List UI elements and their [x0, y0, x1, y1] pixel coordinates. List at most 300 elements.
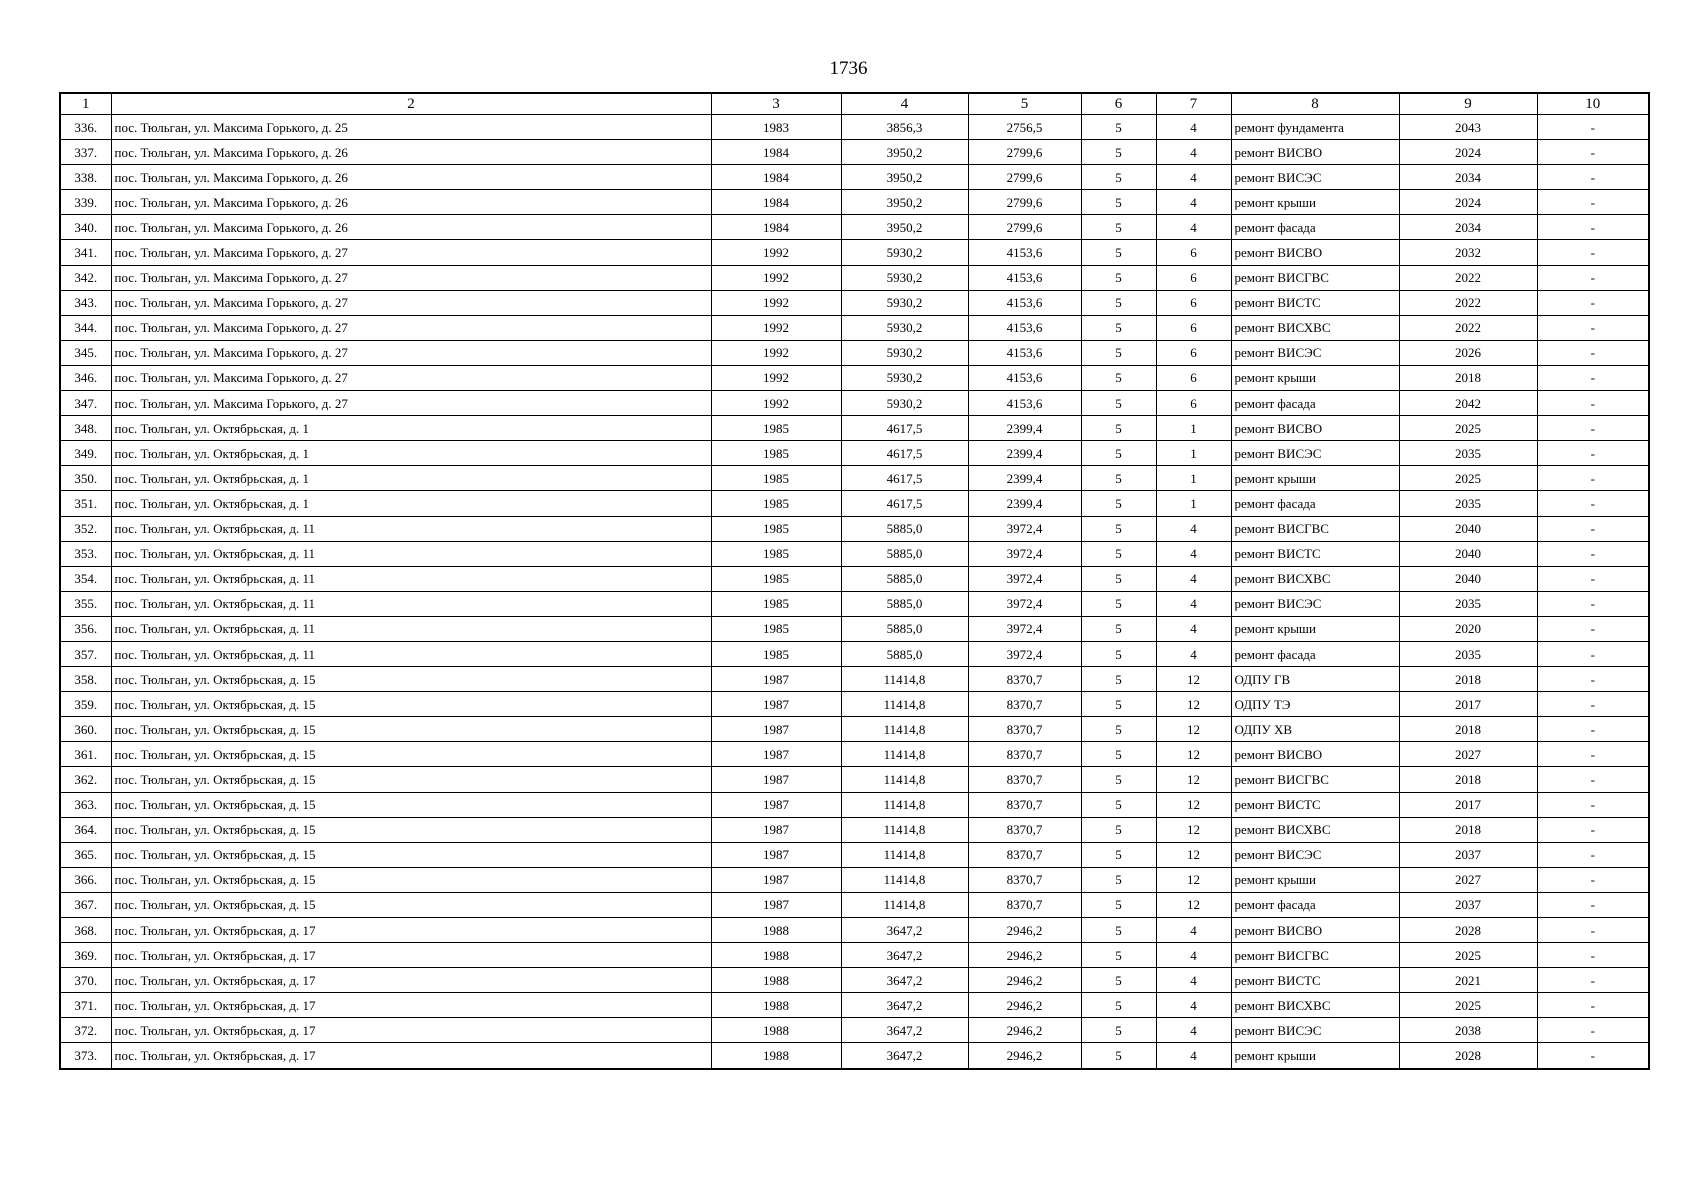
cell-address: пос. Тюльган, ул. Максима Горького, д. 27: [111, 391, 711, 416]
cell-address: пос. Тюльган, ул. Октябрьская, д. 17: [111, 968, 711, 993]
cell-plan-year: 2025: [1399, 416, 1537, 441]
cell-entrances: 4: [1156, 165, 1231, 190]
cell-living-area: 4153,6: [968, 365, 1081, 390]
cell-year: 1984: [711, 165, 841, 190]
cell-plan-year: 2017: [1399, 692, 1537, 717]
cell-address: пос. Тюльган, ул. Октябрьская, д. 17: [111, 943, 711, 968]
cell-total-area: 3950,2: [841, 140, 968, 165]
cell-total-area: 11414,8: [841, 892, 968, 917]
cell-note: -: [1537, 817, 1649, 842]
cell-address: пос. Тюльган, ул. Максима Горького, д. 27: [111, 240, 711, 265]
cell-row-number: 370.: [60, 968, 111, 993]
cell-living-area: 4153,6: [968, 290, 1081, 315]
cell-work-type: ремонт крыши: [1231, 466, 1399, 491]
cell-plan-year: 2022: [1399, 315, 1537, 340]
cell-floors: 5: [1081, 717, 1156, 742]
cell-address: пос. Тюльган, ул. Октябрьская, д. 1: [111, 441, 711, 466]
cell-floors: 5: [1081, 817, 1156, 842]
cell-floors: 5: [1081, 466, 1156, 491]
cell-plan-year: 2027: [1399, 742, 1537, 767]
cell-note: -: [1537, 792, 1649, 817]
cell-total-area: 5930,2: [841, 315, 968, 340]
cell-total-area: 5930,2: [841, 340, 968, 365]
cell-entrances: 1: [1156, 491, 1231, 516]
cell-year: 1983: [711, 115, 841, 140]
cell-work-type: ремонт ВИСХВС: [1231, 817, 1399, 842]
cell-total-area: 3950,2: [841, 190, 968, 215]
cell-work-type: ремонт ВИСВО: [1231, 918, 1399, 943]
cell-floors: 5: [1081, 340, 1156, 365]
table-row: [60, 692, 1649, 717]
cell-work-type: ремонт ВИСТС: [1231, 968, 1399, 993]
cell-year: 1985: [711, 441, 841, 466]
cell-entrances: 4: [1156, 516, 1231, 541]
cell-address: пос. Тюльган, ул. Октябрьская, д. 15: [111, 717, 711, 742]
cell-work-type: ремонт ВИСТС: [1231, 541, 1399, 566]
cell-note: -: [1537, 340, 1649, 365]
cell-work-type: ремонт ВИСХВС: [1231, 566, 1399, 591]
table-row: [60, 667, 1649, 692]
cell-total-area: 5930,2: [841, 290, 968, 315]
cell-living-area: 3972,4: [968, 616, 1081, 641]
table-row: [60, 391, 1649, 416]
cell-note: -: [1537, 641, 1649, 666]
cell-year: 1987: [711, 892, 841, 917]
table-row: [60, 240, 1649, 265]
cell-row-number: 339.: [60, 190, 111, 215]
cell-floors: 5: [1081, 591, 1156, 616]
cell-total-area: 3647,2: [841, 968, 968, 993]
cell-year: 1984: [711, 215, 841, 240]
cell-plan-year: 2025: [1399, 466, 1537, 491]
cell-entrances: 1: [1156, 466, 1231, 491]
cell-plan-year: 2032: [1399, 240, 1537, 265]
cell-living-area: 8370,7: [968, 667, 1081, 692]
cell-living-area: 4153,6: [968, 240, 1081, 265]
cell-plan-year: 2040: [1399, 566, 1537, 591]
cell-year: 1987: [711, 817, 841, 842]
cell-entrances: 12: [1156, 717, 1231, 742]
cell-year: 1985: [711, 591, 841, 616]
cell-work-type: ремонт ВИСЭС: [1231, 165, 1399, 190]
cell-note: -: [1537, 541, 1649, 566]
table-row: [60, 265, 1649, 290]
cell-floors: 5: [1081, 541, 1156, 566]
cell-living-area: 4153,6: [968, 315, 1081, 340]
cell-row-number: 359.: [60, 692, 111, 717]
cell-year: 1985: [711, 616, 841, 641]
cell-floors: 5: [1081, 315, 1156, 340]
cell-note: -: [1537, 165, 1649, 190]
cell-work-type: ОДПУ ГВ: [1231, 667, 1399, 692]
cell-total-area: 11414,8: [841, 742, 968, 767]
cell-row-number: 338.: [60, 165, 111, 190]
cell-plan-year: 2022: [1399, 265, 1537, 290]
cell-row-number: 337.: [60, 140, 111, 165]
cell-entrances: 12: [1156, 867, 1231, 892]
cell-living-area: 2799,6: [968, 140, 1081, 165]
cell-row-number: 354.: [60, 566, 111, 591]
cell-address: пос. Тюльган, ул. Октябрьская, д. 17: [111, 1018, 711, 1043]
cell-plan-year: 2017: [1399, 792, 1537, 817]
cell-note: -: [1537, 466, 1649, 491]
cell-living-area: 2946,2: [968, 918, 1081, 943]
cell-plan-year: 2034: [1399, 165, 1537, 190]
cell-address: пос. Тюльган, ул. Октябрьская, д. 11: [111, 516, 711, 541]
cell-entrances: 12: [1156, 742, 1231, 767]
cell-row-number: 346.: [60, 365, 111, 390]
cell-plan-year: 2025: [1399, 993, 1537, 1018]
cell-entrances: 4: [1156, 566, 1231, 591]
cell-address: пос. Тюльган, ул. Октябрьская, д. 11: [111, 566, 711, 591]
table-row: [60, 190, 1649, 215]
cell-year: 1988: [711, 993, 841, 1018]
cell-row-number: 344.: [60, 315, 111, 340]
cell-year: 1984: [711, 190, 841, 215]
cell-living-area: 8370,7: [968, 842, 1081, 867]
table-row: [60, 817, 1649, 842]
cell-row-number: 341.: [60, 240, 111, 265]
cell-entrances: 12: [1156, 842, 1231, 867]
cell-work-type: ремонт фасада: [1231, 491, 1399, 516]
cell-floors: 5: [1081, 742, 1156, 767]
cell-entrances: 4: [1156, 1018, 1231, 1043]
table-row: [60, 290, 1649, 315]
cell-address: пос. Тюльган, ул. Максима Горького, д. 26: [111, 215, 711, 240]
cell-year: 1985: [711, 416, 841, 441]
cell-total-area: 5885,0: [841, 516, 968, 541]
cell-total-area: 3647,2: [841, 1018, 968, 1043]
cell-entrances: 6: [1156, 391, 1231, 416]
cell-address: пос. Тюльган, ул. Максима Горького, д. 26: [111, 165, 711, 190]
cell-address: пос. Тюльган, ул. Максима Горького, д. 27: [111, 265, 711, 290]
cell-note: -: [1537, 441, 1649, 466]
cell-entrances: 1: [1156, 416, 1231, 441]
cell-year: 1988: [711, 943, 841, 968]
cell-plan-year: 2026: [1399, 340, 1537, 365]
cell-entrances: 4: [1156, 140, 1231, 165]
cell-plan-year: 2024: [1399, 140, 1537, 165]
cell-total-area: 3950,2: [841, 165, 968, 190]
cell-living-area: 8370,7: [968, 792, 1081, 817]
cell-row-number: 349.: [60, 441, 111, 466]
cell-work-type: ремонт крыши: [1231, 365, 1399, 390]
cell-total-area: 3647,2: [841, 918, 968, 943]
cell-plan-year: 2035: [1399, 491, 1537, 516]
cell-living-area: 2799,6: [968, 215, 1081, 240]
cell-entrances: 4: [1156, 115, 1231, 140]
cell-entrances: 4: [1156, 1043, 1231, 1069]
cell-plan-year: 2018: [1399, 365, 1537, 390]
cell-floors: 5: [1081, 516, 1156, 541]
cell-plan-year: 2028: [1399, 918, 1537, 943]
cell-note: -: [1537, 265, 1649, 290]
cell-note: -: [1537, 391, 1649, 416]
cell-plan-year: 2037: [1399, 892, 1537, 917]
cell-plan-year: 2024: [1399, 190, 1537, 215]
cell-work-type: ОДПУ ХВ: [1231, 717, 1399, 742]
cell-work-type: ремонт ВИСТС: [1231, 290, 1399, 315]
cell-living-area: 2946,2: [968, 968, 1081, 993]
column-header-8: 8: [1231, 93, 1399, 115]
cell-entrances: 4: [1156, 968, 1231, 993]
table-row: [60, 918, 1649, 943]
column-header-3: 3: [711, 93, 841, 115]
cell-floors: 5: [1081, 1043, 1156, 1069]
cell-row-number: 356.: [60, 616, 111, 641]
cell-floors: 5: [1081, 867, 1156, 892]
cell-row-number: 367.: [60, 892, 111, 917]
cell-living-area: 2399,4: [968, 416, 1081, 441]
cell-floors: 5: [1081, 667, 1156, 692]
cell-year: 1985: [711, 641, 841, 666]
cell-address: пос. Тюльган, ул. Максима Горького, д. 25: [111, 115, 711, 140]
table-row: [60, 616, 1649, 641]
table-row: [60, 340, 1649, 365]
cell-note: -: [1537, 717, 1649, 742]
cell-plan-year: 2018: [1399, 767, 1537, 792]
cell-address: пос. Тюльган, ул. Максима Горького, д. 27: [111, 315, 711, 340]
cell-floors: 5: [1081, 290, 1156, 315]
cell-address: пос. Тюльган, ул. Октябрьская, д. 11: [111, 591, 711, 616]
table-row: [60, 591, 1649, 616]
cell-floors: 5: [1081, 616, 1156, 641]
table-row: [60, 566, 1649, 591]
cell-year: 1988: [711, 1043, 841, 1069]
cell-address: пос. Тюльган, ул. Максима Горького, д. 26: [111, 190, 711, 215]
cell-row-number: 366.: [60, 867, 111, 892]
cell-work-type: ремонт фундамента: [1231, 115, 1399, 140]
cell-work-type: ремонт ВИСГВС: [1231, 767, 1399, 792]
cell-floors: 5: [1081, 416, 1156, 441]
cell-row-number: 340.: [60, 215, 111, 240]
cell-floors: 5: [1081, 441, 1156, 466]
cell-note: -: [1537, 692, 1649, 717]
cell-work-type: ремонт фасада: [1231, 641, 1399, 666]
cell-floors: 5: [1081, 265, 1156, 290]
cell-plan-year: 2038: [1399, 1018, 1537, 1043]
cell-work-type: ремонт ВИСГВС: [1231, 516, 1399, 541]
cell-living-area: 2799,6: [968, 190, 1081, 215]
cell-work-type: ремонт крыши: [1231, 867, 1399, 892]
column-header-10: 10: [1537, 93, 1649, 115]
cell-floors: 5: [1081, 566, 1156, 591]
cell-year: 1985: [711, 541, 841, 566]
cell-address: пос. Тюльган, ул. Октябрьская, д. 1: [111, 491, 711, 516]
cell-work-type: ремонт ВИСВО: [1231, 416, 1399, 441]
cell-address: пос. Тюльган, ул. Октябрьская, д. 15: [111, 767, 711, 792]
cell-floors: 5: [1081, 692, 1156, 717]
cell-total-area: 11414,8: [841, 767, 968, 792]
table-row: [60, 541, 1649, 566]
cell-address: пос. Тюльган, ул. Октябрьская, д. 1: [111, 416, 711, 441]
cell-entrances: 6: [1156, 290, 1231, 315]
cell-living-area: 3972,4: [968, 591, 1081, 616]
cell-note: -: [1537, 767, 1649, 792]
cell-year: 1992: [711, 391, 841, 416]
cell-note: -: [1537, 491, 1649, 516]
cell-year: 1985: [711, 491, 841, 516]
cell-living-area: 3972,4: [968, 566, 1081, 591]
column-header-9: 9: [1399, 93, 1537, 115]
cell-floors: 5: [1081, 993, 1156, 1018]
cell-floors: 5: [1081, 365, 1156, 390]
cell-address: пос. Тюльган, ул. Октябрьская, д. 15: [111, 692, 711, 717]
cell-living-area: 3972,4: [968, 541, 1081, 566]
cell-total-area: 11414,8: [841, 792, 968, 817]
cell-row-number: 350.: [60, 466, 111, 491]
cell-note: -: [1537, 591, 1649, 616]
cell-row-number: 360.: [60, 717, 111, 742]
cell-entrances: 12: [1156, 767, 1231, 792]
cell-address: пос. Тюльган, ул. Октябрьская, д. 15: [111, 817, 711, 842]
table-row: [60, 641, 1649, 666]
cell-living-area: 8370,7: [968, 717, 1081, 742]
cell-address: пос. Тюльган, ул. Октябрьская, д. 17: [111, 993, 711, 1018]
cell-address: пос. Тюльган, ул. Октябрьская, д. 11: [111, 616, 711, 641]
page-number: 1736: [829, 58, 868, 79]
cell-living-area: 4153,6: [968, 391, 1081, 416]
cell-year: 1985: [711, 566, 841, 591]
column-header-6: 6: [1081, 93, 1156, 115]
cell-total-area: 5930,2: [841, 265, 968, 290]
cell-total-area: 11414,8: [841, 817, 968, 842]
cell-living-area: 3972,4: [968, 641, 1081, 666]
cell-total-area: 4617,5: [841, 441, 968, 466]
cell-address: пос. Тюльган, ул. Октябрьская, д. 11: [111, 641, 711, 666]
cell-note: -: [1537, 115, 1649, 140]
cell-note: -: [1537, 1043, 1649, 1069]
cell-plan-year: 2035: [1399, 591, 1537, 616]
cell-living-area: 8370,7: [968, 892, 1081, 917]
cell-note: -: [1537, 290, 1649, 315]
column-header-5: 5: [968, 93, 1081, 115]
table-row: [60, 1018, 1649, 1043]
cell-entrances: 4: [1156, 616, 1231, 641]
table-row: [60, 867, 1649, 892]
cell-plan-year: 2035: [1399, 641, 1537, 666]
cell-floors: 5: [1081, 190, 1156, 215]
cell-row-number: 369.: [60, 943, 111, 968]
table-row: [60, 943, 1649, 968]
cell-plan-year: 2018: [1399, 817, 1537, 842]
cell-plan-year: 2021: [1399, 968, 1537, 993]
cell-year: 1984: [711, 140, 841, 165]
cell-entrances: 12: [1156, 667, 1231, 692]
cell-living-area: 2946,2: [968, 1043, 1081, 1069]
cell-address: пос. Тюльган, ул. Октябрьская, д. 15: [111, 667, 711, 692]
cell-entrances: 6: [1156, 365, 1231, 390]
cell-total-area: 3856,3: [841, 115, 968, 140]
cell-plan-year: 2027: [1399, 867, 1537, 892]
cell-note: -: [1537, 215, 1649, 240]
cell-address: пос. Тюльган, ул. Максима Горького, д. 27: [111, 290, 711, 315]
table-row: [60, 365, 1649, 390]
cell-row-number: 353.: [60, 541, 111, 566]
cell-note: -: [1537, 1018, 1649, 1043]
cell-note: -: [1537, 516, 1649, 541]
cell-note: -: [1537, 842, 1649, 867]
cell-entrances: 4: [1156, 993, 1231, 1018]
cell-entrances: 6: [1156, 240, 1231, 265]
cell-work-type: ремонт ВИСВО: [1231, 742, 1399, 767]
cell-work-type: ремонт ВИСВО: [1231, 140, 1399, 165]
cell-floors: 5: [1081, 842, 1156, 867]
cell-work-type: ремонт фасада: [1231, 892, 1399, 917]
cell-entrances: 4: [1156, 591, 1231, 616]
table-row: [60, 315, 1649, 340]
cell-row-number: 372.: [60, 1018, 111, 1043]
cell-entrances: 1: [1156, 441, 1231, 466]
cell-living-area: 8370,7: [968, 817, 1081, 842]
cell-note: -: [1537, 140, 1649, 165]
cell-work-type: ремонт ВИСГВС: [1231, 265, 1399, 290]
cell-work-type: ремонт ВИСЭС: [1231, 591, 1399, 616]
column-header-7: 7: [1156, 93, 1231, 115]
cell-floors: 5: [1081, 165, 1156, 190]
cell-total-area: 4617,5: [841, 491, 968, 516]
cell-entrances: 4: [1156, 943, 1231, 968]
cell-note: -: [1537, 993, 1649, 1018]
cell-entrances: 6: [1156, 315, 1231, 340]
cell-plan-year: 2022: [1399, 290, 1537, 315]
cell-work-type: ремонт крыши: [1231, 190, 1399, 215]
cell-note: -: [1537, 742, 1649, 767]
cell-year: 1992: [711, 290, 841, 315]
cell-row-number: 363.: [60, 792, 111, 817]
cell-address: пос. Тюльган, ул. Максима Горького, д. 27: [111, 365, 711, 390]
column-header-4: 4: [841, 93, 968, 115]
cell-year: 1987: [711, 742, 841, 767]
cell-plan-year: 2040: [1399, 516, 1537, 541]
cell-plan-year: 2018: [1399, 717, 1537, 742]
cell-row-number: 351.: [60, 491, 111, 516]
cell-row-number: 347.: [60, 391, 111, 416]
cell-floors: 5: [1081, 140, 1156, 165]
cell-entrances: 12: [1156, 792, 1231, 817]
cell-row-number: 348.: [60, 416, 111, 441]
cell-total-area: 3647,2: [841, 1043, 968, 1069]
cell-entrances: 12: [1156, 692, 1231, 717]
cell-row-number: 373.: [60, 1043, 111, 1069]
cell-entrances: 6: [1156, 340, 1231, 365]
cell-floors: 5: [1081, 115, 1156, 140]
cell-living-area: 8370,7: [968, 867, 1081, 892]
cell-year: 1992: [711, 340, 841, 365]
cell-entrances: 12: [1156, 892, 1231, 917]
cell-year: 1992: [711, 265, 841, 290]
cell-row-number: 365.: [60, 842, 111, 867]
cell-plan-year: 2042: [1399, 391, 1537, 416]
cell-address: пос. Тюльган, ул. Октябрьская, д. 15: [111, 867, 711, 892]
cell-address: пос. Тюльган, ул. Максима Горького, д. 26: [111, 140, 711, 165]
cell-living-area: 4153,6: [968, 340, 1081, 365]
cell-floors: 5: [1081, 491, 1156, 516]
column-header-1: 1: [60, 93, 111, 115]
table-row: [60, 115, 1649, 140]
table-row: [60, 516, 1649, 541]
cell-floors: 5: [1081, 943, 1156, 968]
cell-year: 1992: [711, 315, 841, 340]
cell-total-area: 11414,8: [841, 692, 968, 717]
cell-row-number: 371.: [60, 993, 111, 1018]
cell-total-area: 11414,8: [841, 867, 968, 892]
cell-floors: 5: [1081, 767, 1156, 792]
table-row: [60, 165, 1649, 190]
cell-work-type: ремонт ВИСЭС: [1231, 842, 1399, 867]
cell-total-area: 11414,8: [841, 717, 968, 742]
cell-year: 1988: [711, 918, 841, 943]
